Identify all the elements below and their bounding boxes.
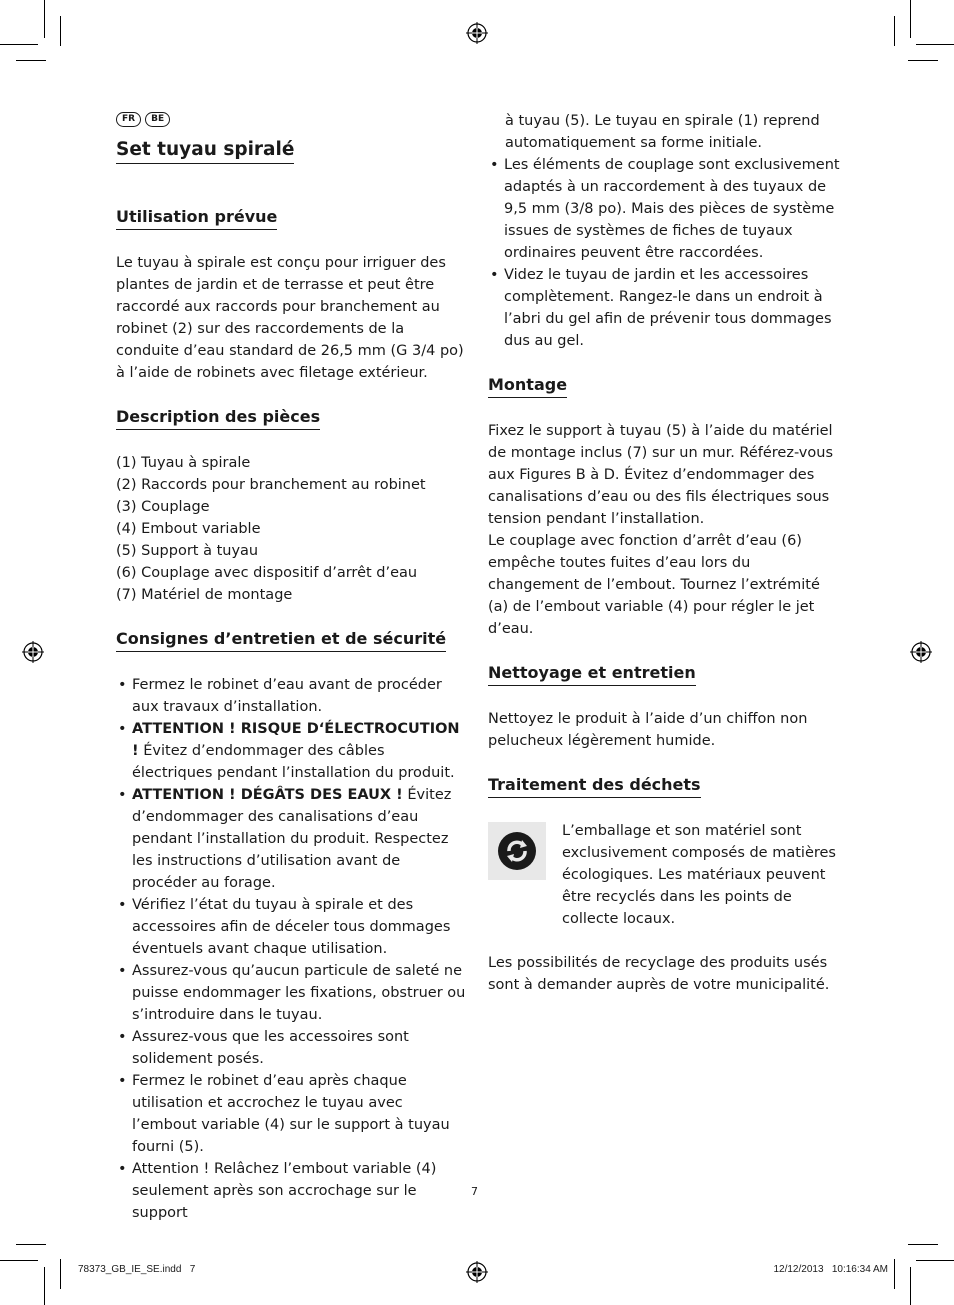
warning-text: ATTENTION ! RISQUE D‘ÉLECTROCUTION !	[132, 721, 460, 759]
list-item: • Assurez-vous qu’aucun particule de saleté ne puisse endommager les fixations, obstruer ou s’introduire dans le tuyau.	[116, 960, 468, 1026]
crop-mark	[0, 44, 38, 45]
list-item: • ATTENTION ! RISQUE D‘ÉLECTROCUTION ! Évitez d’endommager des câbles électriques pendant l’installation du produit.	[116, 718, 468, 784]
crop-mark	[44, 0, 45, 38]
registration-mark-icon	[466, 1261, 488, 1283]
list-item: (7) Matériel de montage	[116, 587, 293, 603]
crop-mark	[60, 16, 61, 46]
recycle-logo	[488, 822, 546, 880]
registration-mark-icon	[910, 641, 932, 663]
list-item: • Assurez-vous que les accessoires sont solidement posés.	[116, 1026, 468, 1070]
language-badge-be: BE	[145, 112, 170, 127]
section-title-safety: Consignes d’entretien et de sécurité	[116, 628, 446, 652]
section-title-cleaning: Nettoyage et entretien	[488, 662, 696, 686]
list-item: • Fermez le robinet d’eau avant de procéder aux travaux d’installation.	[116, 674, 468, 718]
crop-mark	[916, 44, 954, 45]
crop-mark	[910, 0, 911, 38]
section-title-usage: Utilisation prévue	[116, 206, 277, 230]
list-item: (2) Raccords pour branchement au robinet	[116, 477, 426, 493]
mounting-text: Fixez le support à tuyau (5) à l’aide du matériel de montage inclus (7) sur un mur. Référez-vous aux Figures B à D. Évitez d’endommager des canalisations d’eau ou des fils électriques sous tension pendant l’installation.	[488, 423, 833, 527]
registration-mark-icon	[466, 22, 488, 44]
list-item: (5) Support à tuyau	[116, 543, 259, 559]
usage-text: Le tuyau à spirale est conçu pour irriguer des plantes de jardin et de terrasse et peut être raccordé aux raccords pour branchement au robinet (2) sur des raccordements de la conduite d’eau standard de 26,5 mm (G 3/4 po) à l’aide de robinets avec filetage extérieur.	[116, 255, 464, 381]
safety-list-continued	[488, 154, 840, 352]
crop-mark	[894, 1259, 895, 1289]
crop-mark	[908, 1244, 938, 1245]
disposal-text: L’emballage et son matériel sont exclusivement composés de matières écologiques. Les matériaux peuvent être recyclés dans les points de collecte locaux.	[562, 823, 836, 927]
cleaning-text: Nettoyez le produit à l’aide d’un chiffon non pelucheux légèrement humide.	[488, 711, 808, 749]
continued-text: à tuyau (5). Le tuyau en spirale (1) reprend automatiquement sa forme initiale.	[505, 113, 820, 151]
crop-mark	[916, 1260, 954, 1261]
crop-mark	[16, 1244, 46, 1245]
recycle-icon	[495, 829, 539, 873]
registration-mark-icon	[22, 641, 44, 663]
recycling-info-text: Les possibilités de recyclage des produits usés sont à demander auprès de votre municipalité.	[488, 955, 830, 993]
parts-list	[116, 452, 468, 606]
list-item: (3) Couplage	[116, 499, 210, 515]
page-title: Set tuyau spiralé	[116, 138, 294, 164]
list-item: (6) Couplage avec dispositif d’arrêt d’eau	[116, 565, 418, 581]
list-item: (4) Embout variable	[116, 521, 261, 537]
mounting-text-2: Le couplage avec fonction d’arrêt d’eau (6) empêche toutes fuites d’eau lors du changement de l’embout. Tournez l’extrémité (a) de l’embout variable (4) pour régler le jet d’eau.	[488, 533, 820, 637]
crop-mark	[16, 60, 46, 61]
list-item: • Les éléments de couplage sont exclusivement adaptés à un raccordement à des tuyaux de 9,5 mm (3/8 po). Mais des pièces de système issues de systèmes de fiches de tuyaux ordinaires peuvent être raccordées.	[488, 154, 840, 264]
page-number: 7	[471, 1185, 478, 1198]
list-item: • Fermez le robinet d’eau après chaque utilisation et accrochez le tuyau avec l’embout variable (4) sur le support à tuyau fourni (5).	[116, 1070, 468, 1158]
section-title-parts: Description des pièces	[116, 406, 320, 430]
list-item: • Vérifiez l’état du tuyau à spirale et des accessoires afin de déceler tous dommages éventuels avant chaque utilisation.	[116, 894, 468, 960]
safety-list	[116, 674, 468, 1224]
list-item: • Attention ! Relâchez l’embout variable (4) seulement après son accrochage sur le support	[116, 1158, 468, 1224]
footer-file: 78373_GB_IE_SE.indd 7	[78, 1264, 196, 1275]
right-column	[488, 110, 840, 996]
crop-mark	[910, 1267, 911, 1305]
crop-mark	[0, 1260, 38, 1261]
disposal-block	[488, 820, 840, 930]
crop-mark	[894, 16, 895, 46]
section-title-mounting: Montage	[488, 374, 567, 398]
crop-mark	[908, 60, 938, 61]
warning-text: ATTENTION ! DÉGÂTS DES EAUX !	[132, 787, 403, 803]
list-item: • Videz le tuyau de jardin et les accessoires complètement. Rangez-le dans un endroit à l’abri du gel afin de prévenir tous dommages dus au gel.	[488, 264, 840, 352]
footer-date: 12/12/2013 10:16:34 AM	[773, 1264, 888, 1275]
section-title-disposal: Traitement des déchets	[488, 774, 701, 798]
language-badge-fr: FR	[116, 112, 141, 127]
list-item: (1) Tuyau à spirale	[116, 455, 251, 471]
language-badges	[116, 110, 468, 128]
crop-mark	[44, 1267, 45, 1305]
crop-mark	[60, 1259, 61, 1289]
left-column	[116, 110, 468, 1224]
list-item: • ATTENTION ! DÉGÂTS DES EAUX ! Évitez d’endommager des canalisations d’eau pendant l’installation du produit. Respectez les instructions d’utilisation avant de procéder au forage.	[116, 784, 468, 894]
